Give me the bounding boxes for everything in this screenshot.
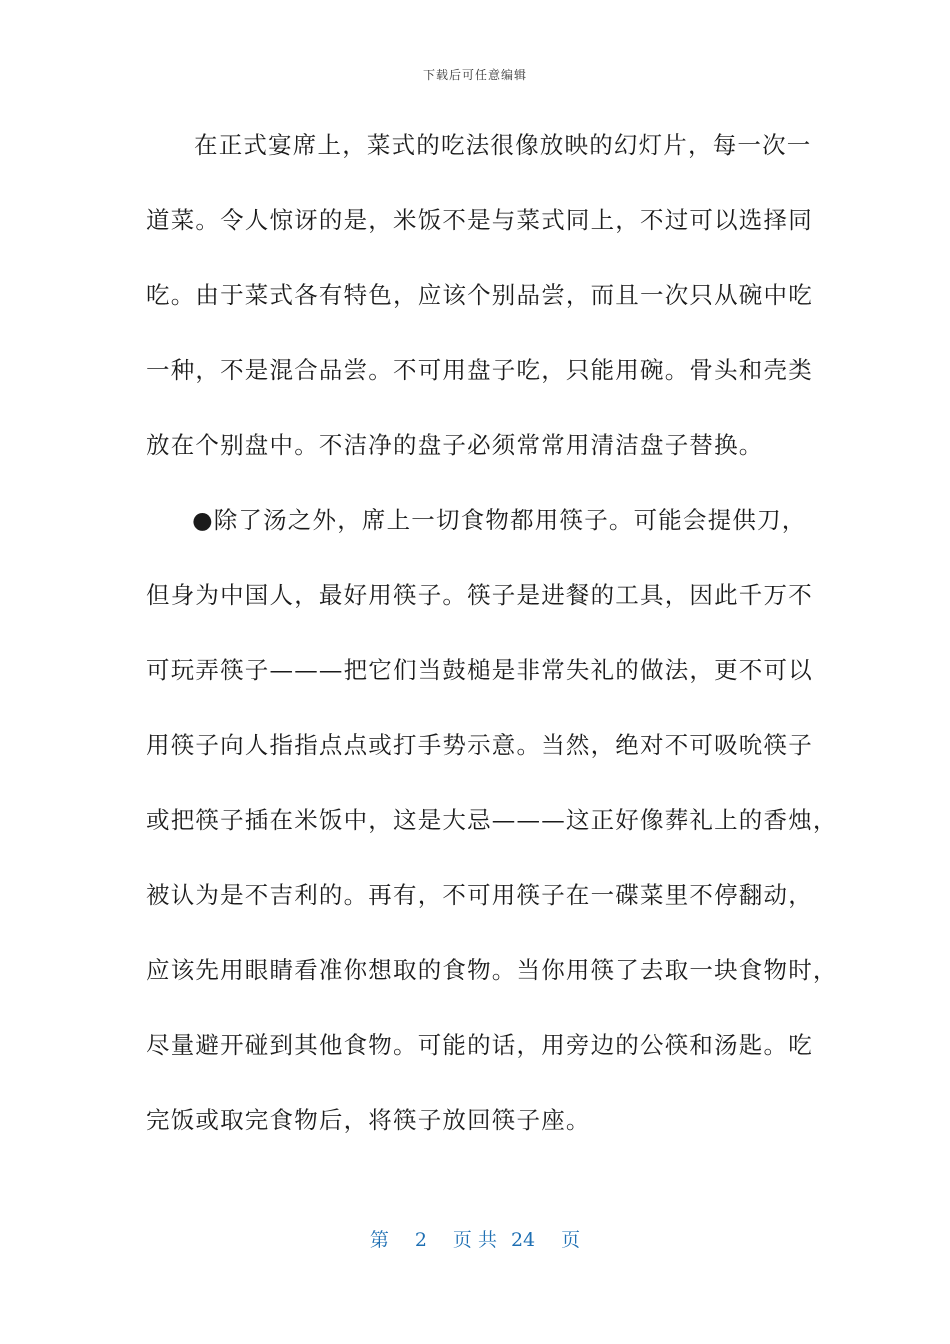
text-line: 放在个别盘中。不洁净的盘子必须常常用清洁盘子替换。	[146, 431, 764, 459]
text-line: 吃。由于菜式各有特色，应该个别品尝，而且一次只从碗中吃	[146, 281, 813, 309]
text-line: 一种，不是混合品尝。不可用盘子吃，只能用碗。骨头和壳类	[146, 356, 813, 384]
text-line: 用筷子向人指指点点或打手势示意。当然，绝对不可吸吮筷子	[146, 731, 813, 759]
text-line: 被认为是不吉利的。再有，不可用筷子在一碟菜里不停翻动，	[146, 881, 813, 909]
page-number-footer	[0, 1225, 950, 1252]
text-line: ●除了汤之外，席上一切食物都用筷子。可能会提供刀，	[192, 506, 807, 534]
footer-middle: 页 共	[452, 1229, 497, 1251]
footer-suffix: 页	[561, 1229, 581, 1251]
page-header-note: 下载后可任意编辑	[422, 68, 527, 82]
text-line: 应该先用眼睛看准你想取的食物。当你用筷了去取一块食物时，	[146, 956, 838, 984]
text-line: 但身为中国人，最好用筷子。筷子是进餐的工具，因此千万不	[146, 581, 813, 609]
text-line: 或把筷子插在米饭中，这是大忌———这正好像葬礼上的香烛，	[146, 806, 838, 834]
text-line: 在正式宴席上，菜式的吃法很像放映的幻灯片，每一次一	[194, 131, 812, 159]
text-line: 可玩弄筷子———把它们当鼓槌是非常失礼的做法，更不可以	[146, 656, 813, 684]
text-line: 道菜。令人惊讶的是，米饭不是与菜式同上，不过可以选择同	[146, 206, 813, 234]
total-pages-number: 24	[510, 1229, 536, 1251]
footer-prefix: 第	[369, 1229, 389, 1251]
text-line: 尽量避开碰到其他食物。可能的话，用旁边的公筷和汤匙。吃	[146, 1031, 813, 1059]
current-page-number: 2	[414, 1229, 427, 1251]
text-line: 完饭或取完食物后，将筷子放回筷子座。	[146, 1106, 591, 1134]
